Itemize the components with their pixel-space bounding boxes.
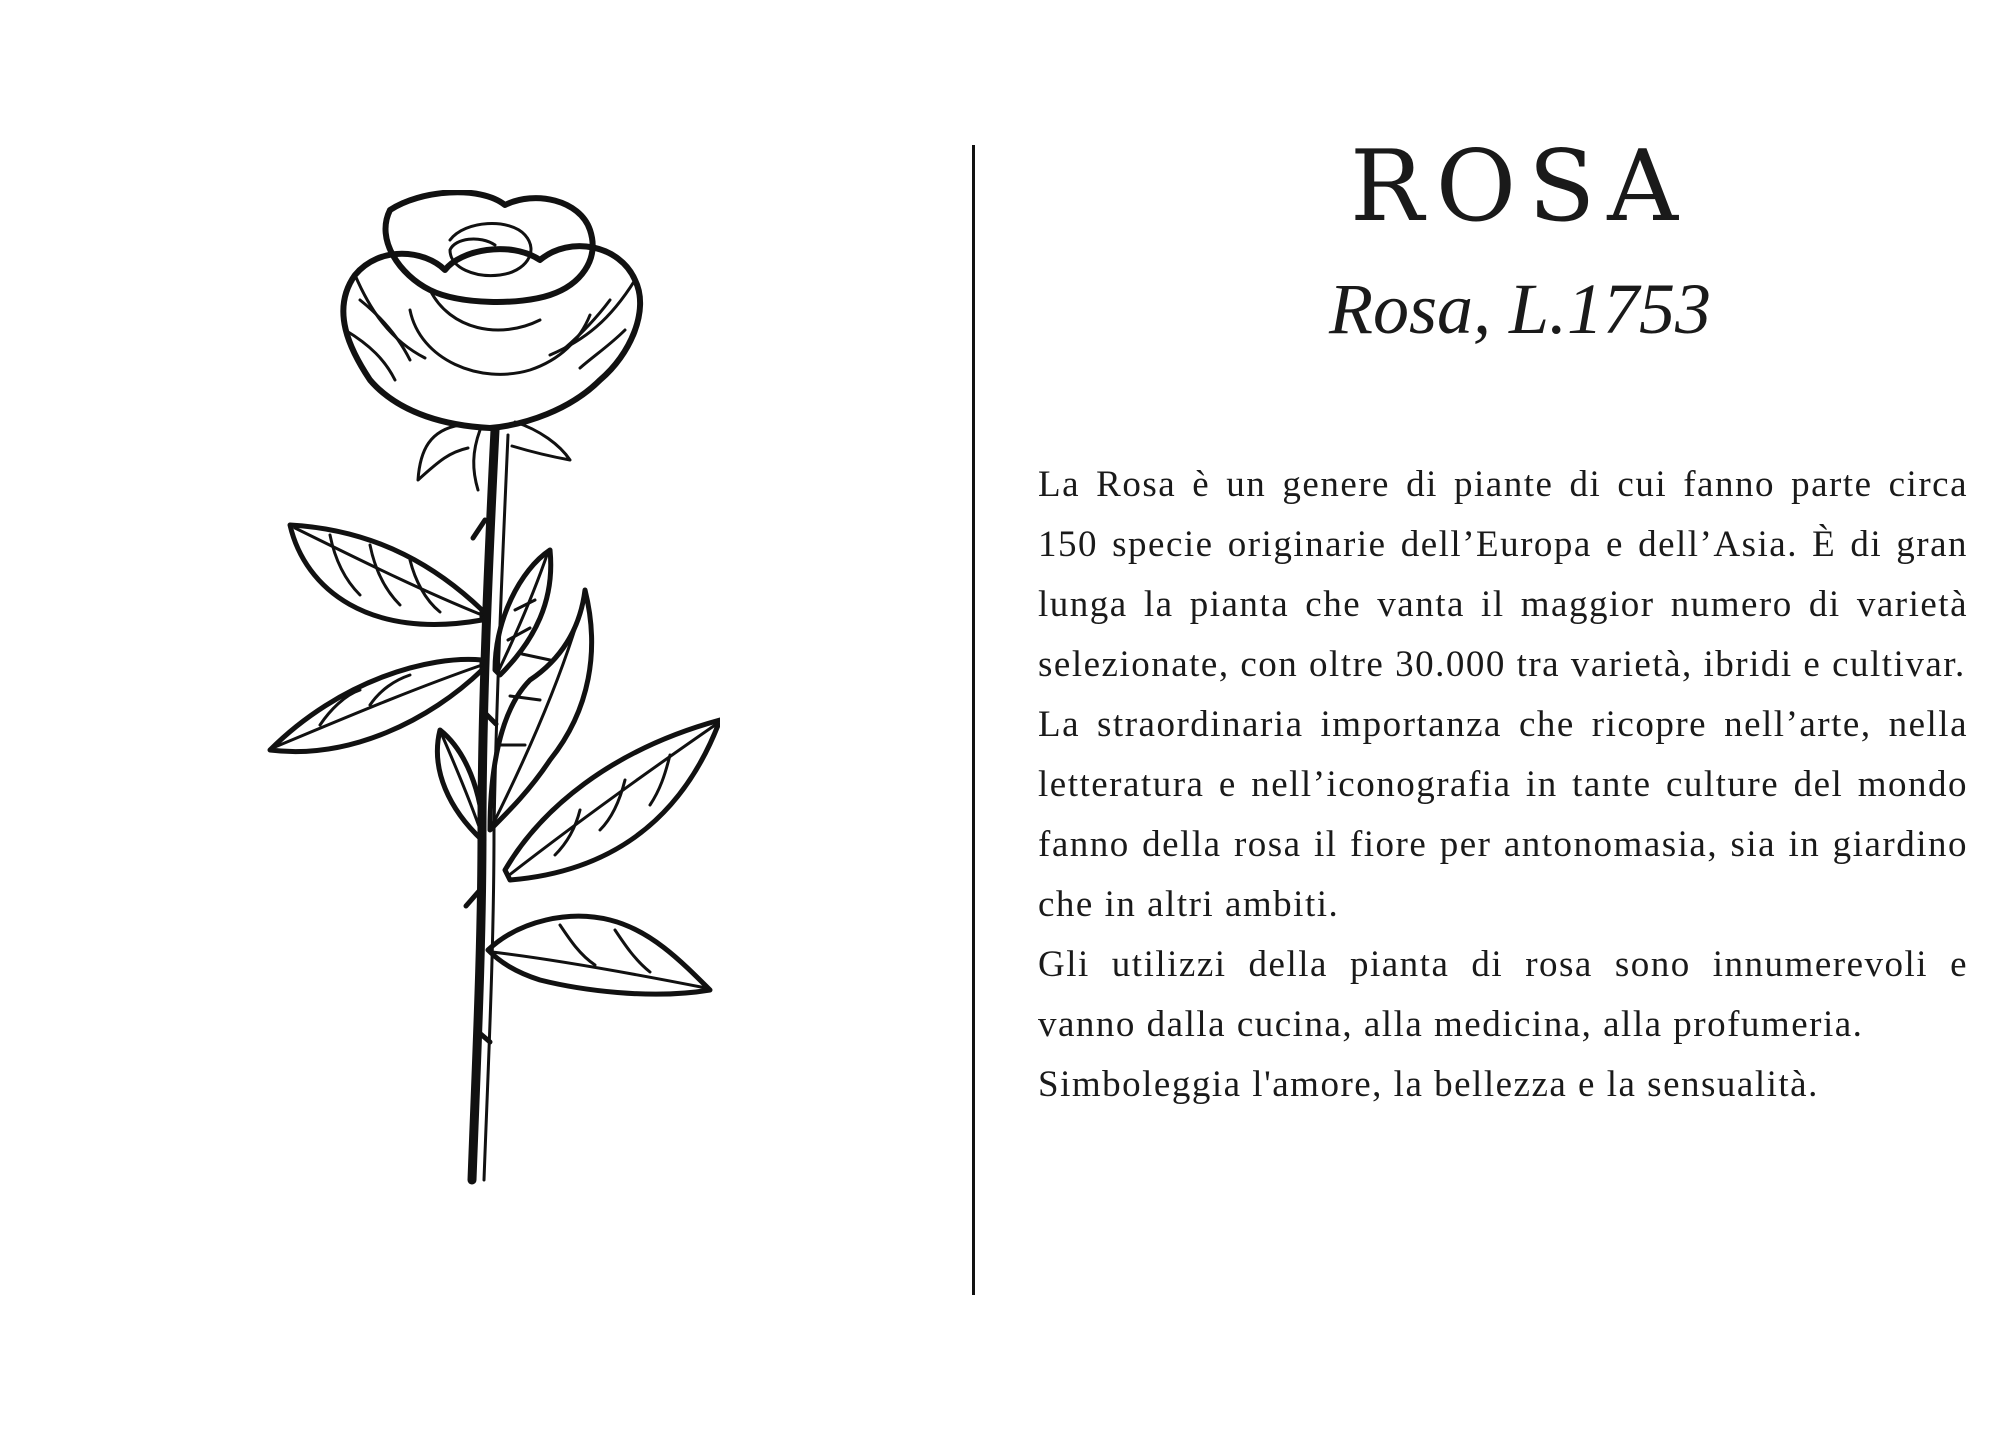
description xyxy=(1038,455,1968,1115)
description-paragraph: Gli utilizzi della pianta di rosa sono innumerevoli e vanno dalla cucina, alla medicina, alla profumeria. xyxy=(1038,944,1968,1045)
description-paragraph: La straordinaria importanza che ricopre nell’arte, nella letteratura e nell’iconografia in tante culture del mondo fanno della rosa il fiore per antonomasia, sia in giardino che in altri ambiti. xyxy=(1038,704,1968,925)
scientific-name: Rosa, L.1753 xyxy=(1328,269,1712,349)
page-title: ROSA xyxy=(1349,130,1691,244)
description-paragraph: Simboleggia l'amore, la bellezza e la sensualità. xyxy=(1038,1064,1819,1105)
rose-illustration xyxy=(250,190,720,1210)
rose-line-drawing-icon xyxy=(250,190,720,1210)
description-paragraph: La Rosa è un genere di piante di cui fanno parte circa 150 specie originarie dell’Europa e dell’Asia. È di gran lunga la pianta che vanta il maggior numero di varietà selezionate, con oltre 30.000 tra varietà, ibridi e cultivar. xyxy=(1038,464,1968,685)
vertical-divider xyxy=(972,145,975,1295)
